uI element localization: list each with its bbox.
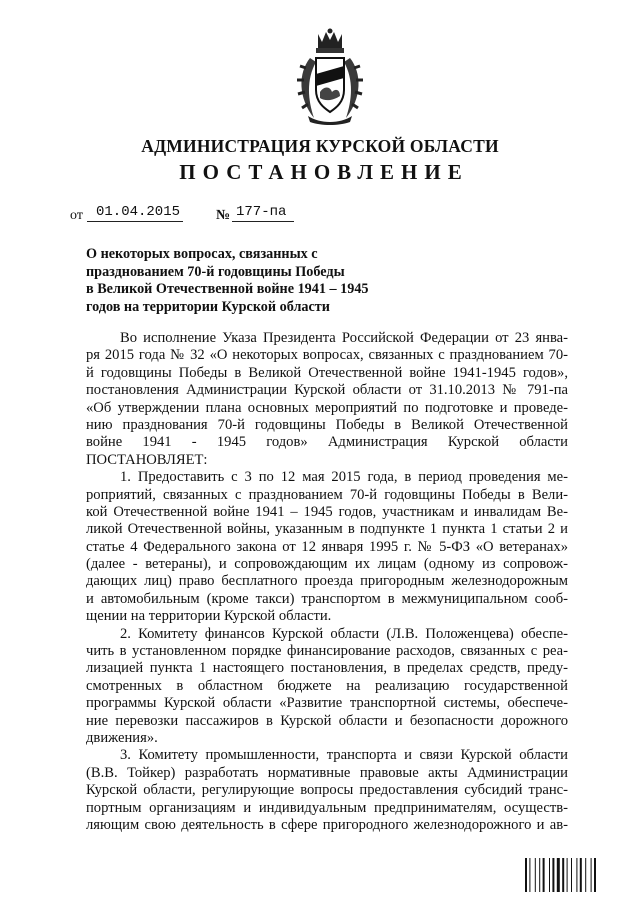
body-line: Во исполнение Указа Президента Российской Федерации от 23 янва- bbox=[120, 330, 568, 346]
body-line: портным организациям и индивидуальным предпринимателям, осуществ- bbox=[86, 799, 568, 816]
body-line: 2. Комитету финансов Курской области (Л.В. Положенцева) обеспе- bbox=[120, 625, 568, 642]
body-line: «Об утверждении плана основных мероприятий по подготовке и проведе- bbox=[86, 399, 568, 416]
barcode-stripe bbox=[576, 858, 577, 892]
body-line: ние перевозки пассажиров в Курской области и безопасности дорожного bbox=[86, 712, 568, 729]
barcode-stripe bbox=[580, 858, 582, 892]
barcode-icon bbox=[525, 858, 611, 892]
body-line: смотренных в областном бюджете на реализацию государственной bbox=[86, 677, 568, 694]
document-type: ПОСТАНОВЛЕНИЕ bbox=[179, 160, 469, 184]
date-prefix: от bbox=[70, 208, 83, 223]
body-line: ляющим свою деятельность в сфере пригородного железнодорожного и ав- bbox=[86, 816, 568, 833]
barcode-stripe bbox=[539, 858, 540, 892]
body-line: й годовщины Победы в Великой Отечественной войне 1941-1945 годов», bbox=[86, 364, 568, 381]
coat-of-arms-icon bbox=[296, 28, 364, 126]
body-line: дающих лиц) право бесплатного проезда пригородным железнодорожным bbox=[86, 573, 568, 590]
body-line: ря 2015 года № 32 «О некоторых вопросах, связанных с празднованием 70- bbox=[86, 347, 568, 364]
document-body bbox=[86, 330, 568, 834]
date-number-line bbox=[70, 204, 370, 224]
number-value: 177-па bbox=[236, 204, 287, 220]
barcode-stripe bbox=[529, 858, 530, 892]
body-line: постановления Администрации Курской области от 31.10.2013 № 791-па bbox=[86, 382, 568, 399]
document-subject bbox=[86, 246, 416, 316]
date-underline bbox=[87, 221, 183, 222]
body-line: движения». bbox=[86, 729, 158, 746]
body-line: чить в установленном порядке финансирование расходов, связанных с реа- bbox=[86, 643, 568, 660]
number-prefix: № bbox=[216, 208, 231, 223]
body-line: кой Отечественной войне 1941 – 1945 годов, участникам и инвалидам Ве- bbox=[86, 503, 568, 520]
barcode-stripe bbox=[535, 858, 536, 892]
barcode-stripe bbox=[585, 858, 586, 892]
body-line: 3. Комитету промышленности, транспорта и связи Курской области bbox=[120, 747, 568, 764]
organization-name: АДМИНИСТРАЦИЯ КУРСКОЙ ОБЛАСТИ bbox=[141, 136, 499, 156]
subject-line: празднованием 70-й годовщины Победы bbox=[86, 263, 345, 280]
barcode-stripe bbox=[552, 858, 554, 892]
barcode-stripe bbox=[525, 858, 527, 892]
body-line: и автомобильным (кроме такси) транспортом в межмуниципальном сооб- bbox=[86, 590, 568, 607]
date-value: 01.04.2015 bbox=[96, 204, 181, 220]
body-line: войне 1941 - 1945 годов» Администрация Курской области bbox=[86, 434, 568, 451]
number-underline bbox=[232, 221, 294, 222]
barcode-stripe bbox=[567, 858, 568, 892]
body-line: (далее - ветераны), и сопровождающим их лицам (одному из сопровож- bbox=[86, 556, 568, 573]
body-line: нию празднования 70-й годовщины Победы в Великой Отечественной bbox=[86, 416, 568, 433]
body-line: ликой Отечественной войны, указанным в подпункте 1 пункта 1 статьи 2 и bbox=[86, 521, 568, 538]
barcode-stripe bbox=[557, 858, 560, 892]
body-line: статье 4 Федерального закона от 12 января 1995 г. № 5-ФЗ «О ветеранах» bbox=[86, 538, 568, 555]
barcode-stripe bbox=[594, 858, 596, 892]
barcode-stripe bbox=[562, 858, 564, 892]
body-line: программы Курской области «Развитие транспортной системы, обеспече- bbox=[86, 695, 568, 712]
barcode-stripe bbox=[591, 858, 592, 892]
barcode-stripe bbox=[571, 858, 572, 892]
subject-line: годов на территории Курской области bbox=[86, 298, 330, 315]
barcode-stripe bbox=[549, 858, 550, 892]
body-line: ПОСТАНОВЛЯЕТ: bbox=[86, 451, 208, 468]
body-line: 1. Предоставить с 3 по 12 мая 2015 года, в период проведения ме- bbox=[120, 469, 568, 486]
body-line: лизацией пункта 1 настоящего постановления, в пределах средств, преду- bbox=[86, 660, 568, 677]
body-line: щении на территории Курской области. bbox=[86, 608, 332, 625]
barcode-stripe bbox=[543, 858, 545, 892]
body-line: Курской области, регулирующие вопросы предоставления субсидий транс- bbox=[86, 782, 568, 799]
subject-line: О некоторых вопросах, связанных с bbox=[86, 246, 318, 262]
subject-line: в Великой Отечественной войне 1941 – 1945 bbox=[86, 281, 369, 297]
body-line: роприятий, связанных с празднованием 70-й годовщины Победы в Вели- bbox=[86, 486, 568, 503]
body-line: (В.В. Тойкер) разработать нормативные правовые акты Администрации bbox=[86, 764, 568, 781]
